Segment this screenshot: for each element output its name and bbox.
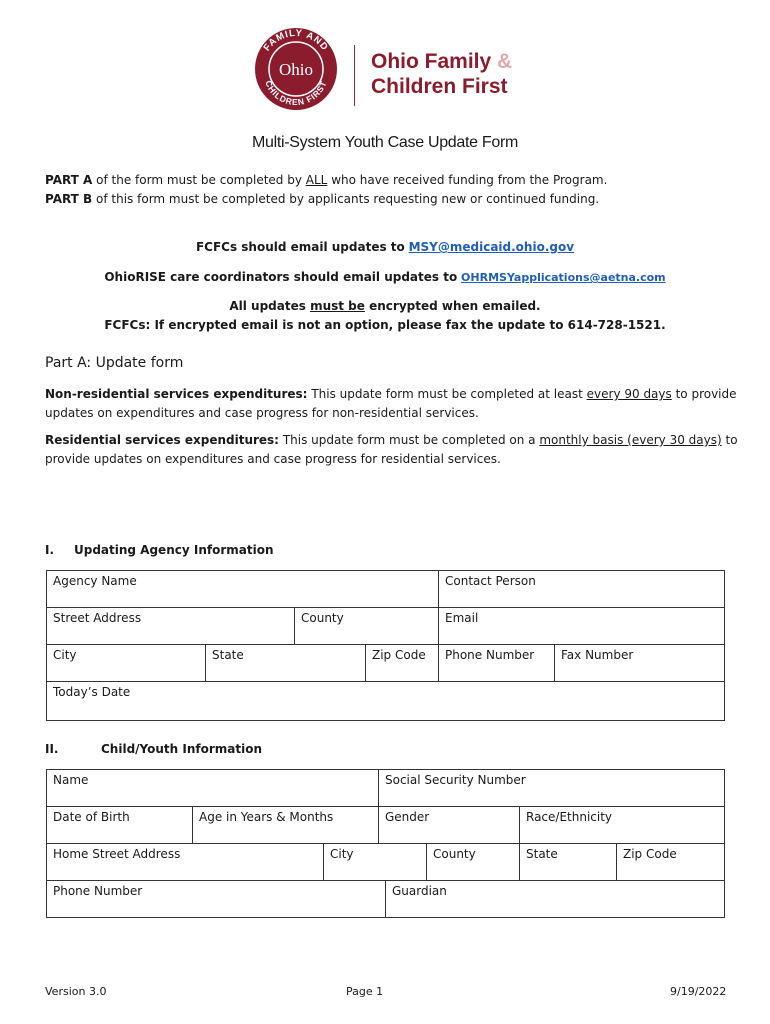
brand-name (371, 49, 512, 99)
res-line2: provide updates on expenditures and case progress for residential services. (45, 452, 501, 466)
section2-numeral: II. (45, 742, 59, 756)
res-line1: Residential services expenditures: This update form must be completed on a monthly basis (every 30 days) to (45, 433, 738, 447)
fax-number-field[interactable]: Fax Number (554, 644, 725, 682)
street-address-field[interactable]: Street Address (46, 607, 295, 645)
section1-heading: Updating Agency Information (74, 543, 274, 557)
todays-date-field[interactable]: Today’s Date (46, 681, 725, 721)
city-field[interactable]: City (46, 644, 206, 682)
agency-name-field[interactable]: Agency Name (46, 570, 439, 608)
part-a-label: PART A (45, 173, 93, 187)
fax-notice: FCFCs: If encrypted email is not an option, please fax the update to 614-728-1521. (104, 318, 666, 332)
part-b-instruction: PART B of this form must be completed by applicants requesting new or continued funding. (45, 192, 600, 206)
guardian-field[interactable]: Guardian (385, 880, 725, 918)
footer-date: 9/19/2022 (670, 985, 727, 998)
part-a-instruction: PART A of the form must be completed by ALL who have received funding from the Program. (45, 173, 608, 187)
brand-amp: & (497, 50, 513, 73)
footer-version: Version 3.0 (45, 985, 107, 998)
section1-numeral: I. (45, 543, 55, 557)
ohiorise-email-link[interactable]: OHRMSYapplications@aetna.com (461, 271, 666, 284)
ohiorise-email-line: OhioRISE care coordinators should email updates to OHRMSYapplications@aetna.com (104, 270, 666, 284)
home-street-address-field[interactable]: Home Street Address (46, 843, 324, 881)
race-ethnicity-field[interactable]: Race/Ethnicity (519, 806, 725, 844)
ohio-fcf-logo (243, 27, 543, 111)
brand-line1: Ohio Family (371, 50, 492, 73)
brand-line2: Children First (371, 75, 508, 98)
child-state-field[interactable]: State (519, 843, 617, 881)
logo-divider (354, 45, 355, 106)
nonres-line1: Non-residential services expenditures: This update form must be completed at least every 90 days to provide (45, 387, 737, 401)
section2-heading: Child/Youth Information (101, 742, 263, 756)
fcfc-email-line: FCFCs should email updates to MSY@medicaid.ohio.gov (195, 240, 575, 254)
child-phone-number-field[interactable]: Phone Number (46, 880, 386, 918)
dob-field[interactable]: Date of Birth (46, 806, 193, 844)
seal-bottom-text: CHILDREN FIRST (263, 78, 329, 108)
child-county-field[interactable]: County (426, 843, 520, 881)
part-b-label: PART B (45, 192, 93, 206)
seal-center-text: Ohio (279, 60, 313, 79)
ohio-fcf-seal-icon (243, 27, 349, 111)
ssn-field[interactable]: Social Security Number (378, 769, 725, 807)
zip-code-field[interactable]: Zip Code (365, 644, 439, 682)
seal-top-text: FAMILY AND (261, 27, 331, 54)
phone-number-field[interactable]: Phone Number (438, 644, 555, 682)
form-title: Multi-System Youth Case Update Form (251, 134, 519, 151)
encryption-notice: All updates must be encrypted when emailed. (229, 299, 541, 313)
fcfc-email-link[interactable]: MSY@medicaid.ohio.gov (408, 240, 575, 254)
child-name-field[interactable]: Name (46, 769, 379, 807)
footer-page-number: Page 1 (346, 985, 384, 998)
age-field[interactable]: Age in Years & Months (192, 806, 379, 844)
part-a-heading: Part A: Update form (45, 355, 184, 371)
county-field[interactable]: County (294, 607, 439, 645)
nonres-line2: updates on expenditures and case progress for non-residential services. (45, 406, 479, 420)
child-city-field[interactable]: City (323, 843, 427, 881)
contact-person-field[interactable]: Contact Person (438, 570, 725, 608)
child-zip-code-field[interactable]: Zip Code (616, 843, 725, 881)
gender-field[interactable]: Gender (378, 806, 520, 844)
email-field[interactable]: Email (438, 607, 725, 645)
state-field[interactable]: State (205, 644, 366, 682)
